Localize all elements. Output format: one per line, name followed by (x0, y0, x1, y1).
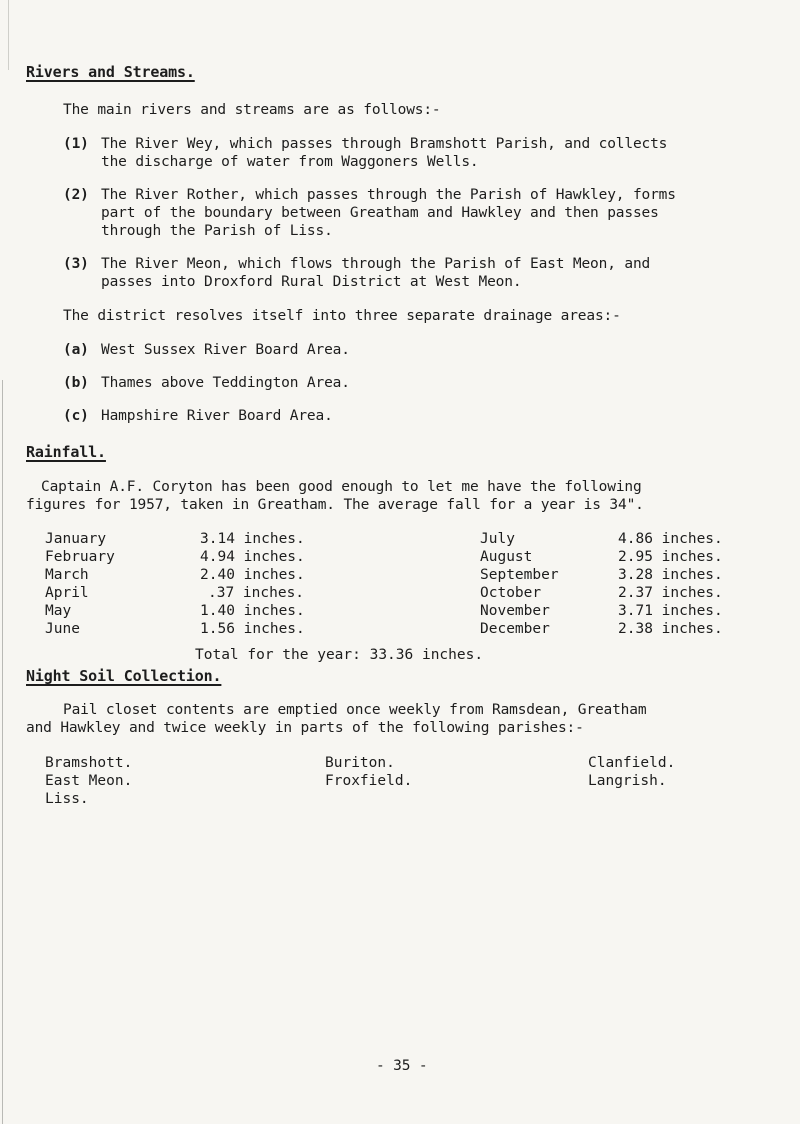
rainfall-month: April (45, 585, 89, 601)
rainfall-value: 3.14 inches. (200, 531, 305, 547)
drainage-area-letter: (c) (63, 408, 89, 424)
parish-item: Langrish. (588, 773, 667, 789)
page-number: - 35 - (376, 1058, 428, 1074)
night-soil-paragraph-line: and Hawkley and twice weekly in parts of the following parishes:- (26, 720, 584, 736)
rivers-heading: Rivers and Streams. (26, 63, 195, 81)
river-item-line: through the Parish of Liss. (101, 223, 333, 239)
rainfall-value: 4.86 inches. (618, 531, 723, 547)
rainfall-value: 2.40 inches. (200, 567, 305, 583)
rainfall-month: January (45, 531, 107, 547)
parish-item: East Meon. (45, 773, 133, 789)
river-item-number: (2) (63, 187, 89, 203)
drainage-intro: The district resolves itself into three separate drainage areas:- (63, 308, 621, 324)
parish-item: Froxfield. (325, 773, 413, 789)
rainfall-month: May (45, 603, 72, 619)
rainfall-value: 2.95 inches. (618, 549, 723, 565)
rainfall-month: October (480, 585, 542, 601)
night-soil-paragraph-line: Pail closet contents are emptied once weekly from Ramsdean, Greatham (63, 702, 647, 718)
rainfall-value: 2.38 inches. (618, 621, 723, 637)
rainfall-value: 4.94 inches. (200, 549, 305, 565)
scan-margin-line (8, 0, 9, 70)
river-item-line: The River Meon, which flows through the Parish of East Meon, and (101, 256, 651, 272)
rainfall-month: February (45, 549, 115, 565)
river-item-line: part of the boundary between Greatham and Hawkley and then passes (101, 205, 659, 221)
river-item-line: The River Wey, which passes through Bramshott Parish, and collects (101, 136, 668, 152)
rainfall-value: .37 inches. (208, 585, 305, 601)
rainfall-paragraph-line: figures for 1957, taken in Greatham. The average fall for a year is 34". (26, 497, 644, 513)
rainfall-value: 1.40 inches. (200, 603, 305, 619)
drainage-area: West Sussex River Board Area. (101, 342, 350, 358)
rainfall-month: August (480, 549, 533, 565)
rainfall-month: March (45, 567, 89, 583)
rainfall-paragraph-line: Captain A.F. Coryton has been good enough to let me have the following (41, 479, 642, 495)
rainfall-month: December (480, 621, 550, 637)
rainfall-value: 1.56 inches. (200, 621, 305, 637)
drainage-area-letter: (a) (63, 342, 89, 358)
drainage-area: Thames above Teddington Area. (101, 375, 350, 391)
parish-item: Buriton. (325, 755, 395, 771)
parish-item: Liss. (45, 791, 89, 807)
river-item-number: (1) (63, 136, 89, 152)
rainfall-total: Total for the year: 33.36 inches. (195, 647, 484, 663)
rainfall-value: 3.71 inches. (618, 603, 723, 619)
river-item-number: (3) (63, 256, 89, 272)
rainfall-heading: Rainfall. (26, 443, 106, 461)
rainfall-value: 3.28 inches. (618, 567, 723, 583)
parish-item: Bramshott. (45, 755, 133, 771)
rainfall-month: June (45, 621, 80, 637)
parish-item: Clanfield. (588, 755, 676, 771)
river-item-line: The River Rother, which passes through the Parish of Hawkley, forms (101, 187, 676, 203)
rivers-intro: The main rivers and streams are as follows:- (63, 102, 441, 118)
river-item-line: passes into Droxford Rural District at West Meon. (101, 274, 522, 290)
rainfall-month: November (480, 603, 550, 619)
rainfall-value: 2.37 inches. (618, 585, 723, 601)
river-item-line: the discharge of water from Waggoners Wells. (101, 154, 479, 170)
rainfall-month: September (480, 567, 559, 583)
drainage-area: Hampshire River Board Area. (101, 408, 333, 424)
scan-margin-line (2, 380, 3, 1124)
drainage-area-letter: (b) (63, 375, 89, 391)
rainfall-month: July (480, 531, 515, 547)
night-soil-heading: Night Soil Collection. (26, 667, 222, 685)
